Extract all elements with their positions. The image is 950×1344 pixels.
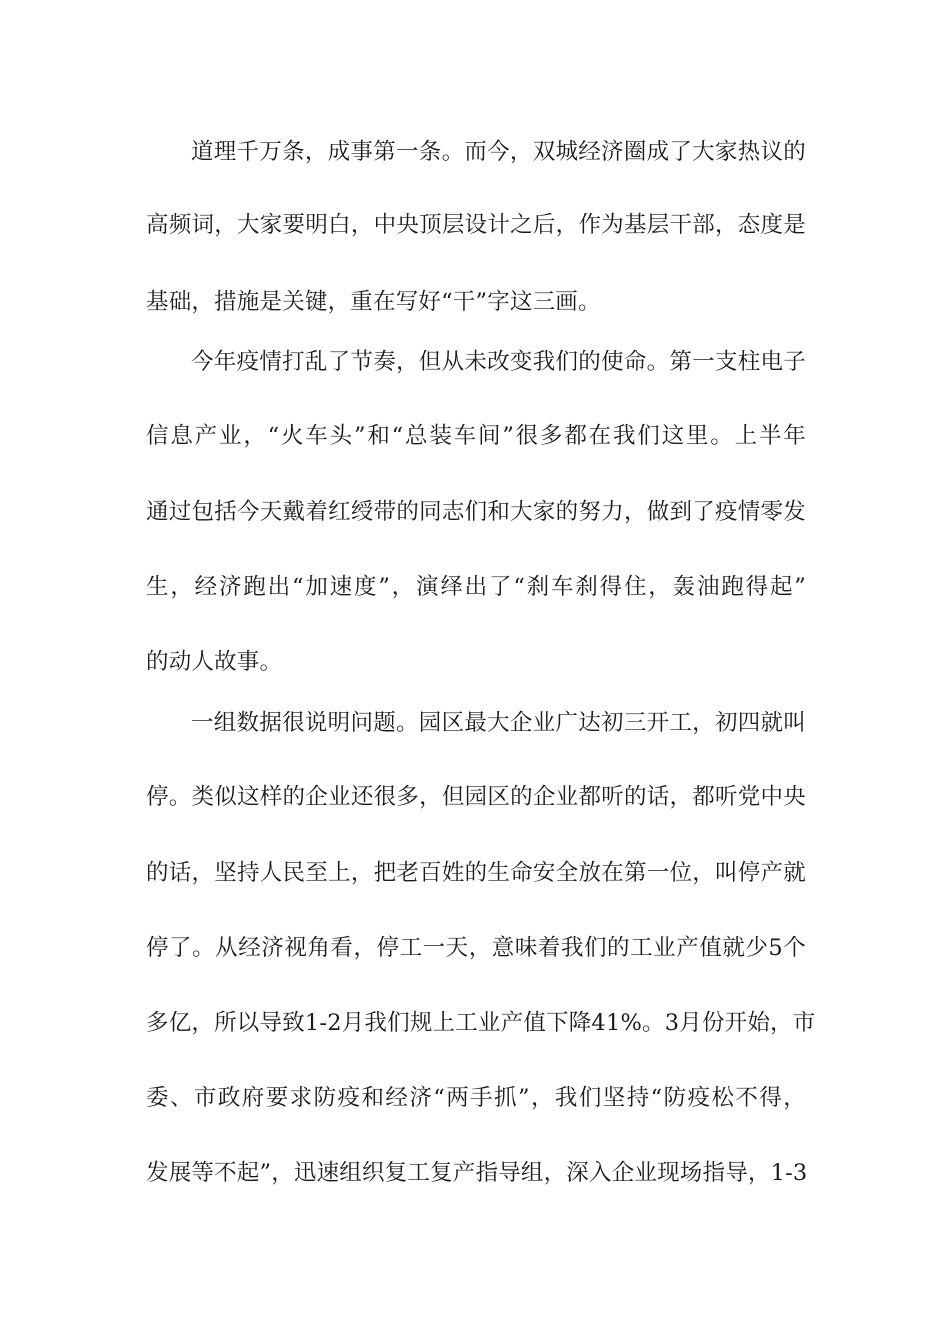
paragraph-3-line-2: 停。类似这样的企业还很多，但园区的企业都听的话，都听党中央 (146, 784, 806, 810)
paragraph-1-line-3: 基础，措施是关键，重在写好“干”字这三画。 (146, 289, 601, 315)
paragraph-3-line-6: 委、市政府要求防疫和经济“两手抓”，我们坚持“防疫松不得， (146, 1085, 806, 1111)
paragraph-3-line-7: 发展等不起”，迅速组织复工复产指导组，深入企业现场指导，1-3 (146, 1160, 808, 1186)
paragraph-3-line-5: 多亿，所以导致1-2月我们规上工业产值下降41%。3月份开始，市 (146, 1010, 816, 1036)
paragraph-2-line-2: 信息产业，“火车头”和“总装车间”很多都在我们这里。上半年 (146, 423, 806, 449)
paragraph-3-line-3: 的话，坚持人民至上，把老百姓的生命安全放在第一位，叫停产就 (146, 860, 806, 886)
paragraph-2-line-4: 生，经济跑出“加速度”，演绎出了“刹车刹得住，轰油跑得起” (146, 574, 806, 600)
paragraph-2-line-5: 的动人故事。 (146, 649, 283, 675)
paragraph-3-line-4: 停了。从经济视角看，停工一天，意味着我们的工业产值就少5个 (146, 935, 806, 961)
paragraph-2-line-1: 今年疫情打乱了节奏，但从未改变我们的使命。第一支柱电子 (191, 349, 806, 375)
paragraph-1-line-1: 道理千万条，成事第一条。而今，双城经济圈成了大家热议的 (191, 139, 806, 165)
paragraph-2-line-3: 通过包括今天戴着红绶带的同志们和大家的努力，做到了疫情零发 (146, 499, 806, 525)
paragraph-1-line-2: 高频词，大家要明白，中央顶层设计之后，作为基层干部，态度是 (146, 212, 806, 238)
paragraph-3-line-1: 一组数据很说明问题。园区最大企业广达初三开工，初四就叫 (191, 710, 806, 736)
